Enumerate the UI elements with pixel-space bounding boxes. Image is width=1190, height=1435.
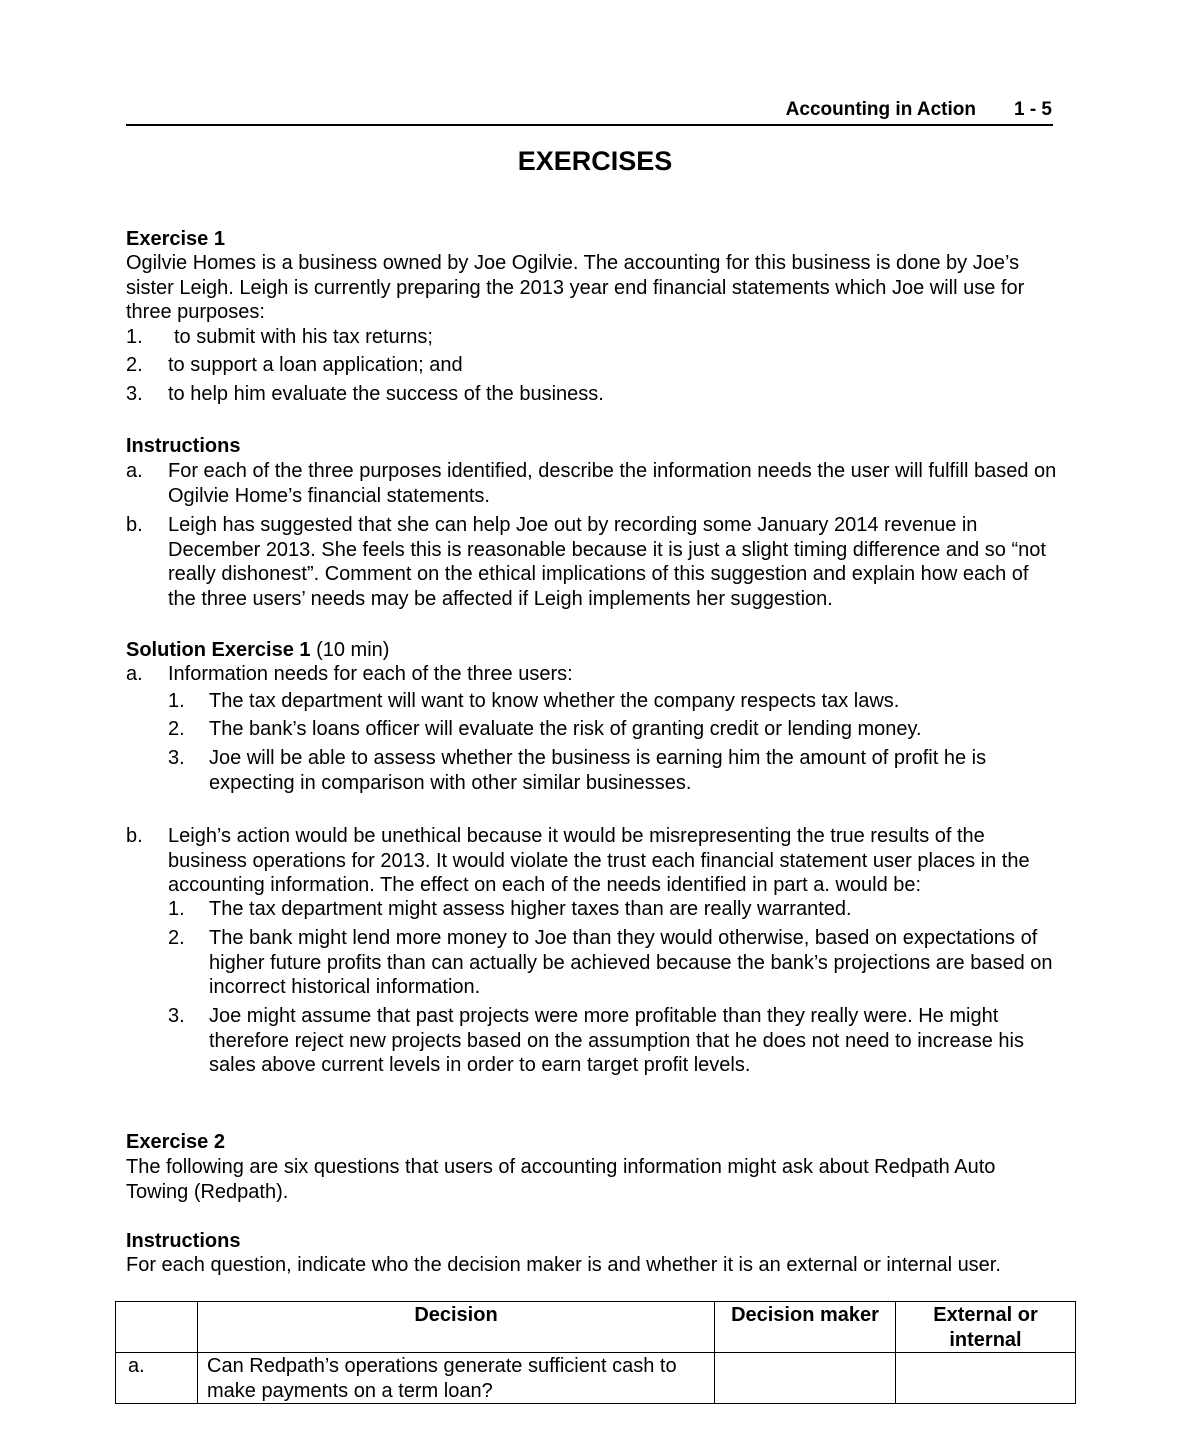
table-header-cell: Decision maker <box>715 1302 896 1353</box>
purpose-text: to help him evaluate the success of the business. <box>168 383 604 405</box>
exercise-2-heading: Exercise 2 <box>126 1131 225 1153</box>
solution-1-heading <box>126 638 1061 663</box>
solution-item-number: 1. <box>168 690 185 712</box>
instruction-text: For each of the three purposes identified, describe the information needs the user will fulfill based on Ogilvie Home’s financial statements. <box>168 460 1057 507</box>
purpose-number: 3. <box>126 383 143 405</box>
exercise-1-intro: Ogilvie Homes is a business owned by Joe Ogilvie. The accounting for this business is done by Joe’s sister Leigh. Leigh is currently preparing the 2013 year end financial statements which Joe will use for three purposes: <box>126 252 1025 323</box>
solution-item-text: Joe might assume that past projects were more profitable than they really were. He might therefore reject new projects based on the assumption that he does not need to increase his sales above current levels in order to earn target profit levels. <box>209 1005 1024 1076</box>
purpose-text: to submit with his tax returns; <box>174 326 433 348</box>
solution-item-number: 2. <box>168 927 185 949</box>
table-cell-letter: a. <box>116 1353 198 1404</box>
table-header-cell: Decision <box>198 1302 715 1353</box>
solution-part-mark: a. <box>126 663 143 685</box>
exercise-2-intro: The following are six questions that users of accounting information might ask about Redpath Auto Towing (Redpath). <box>126 1156 996 1203</box>
instruction-mark: b. <box>126 514 143 536</box>
table-header-cell <box>116 1302 198 1353</box>
exercise-1-instructions-heading: Instructions <box>126 435 241 457</box>
exercise-2-instructions-heading: Instructions <box>126 1230 241 1252</box>
solution-part-text: Leigh’s action would be unethical because it would be misrepresenting the true results of the business operations for 2013. It would violate the trust each financial statement user places in the accounting information. The effect on each of the needs identified in part a. would be: <box>168 825 1030 896</box>
solution-item-number: 3. <box>168 747 185 769</box>
instruction-text: Leigh has suggested that she can help Joe out by recording some January 2014 revenue in December 2013. She feels this is reasonable because it is just a slight timing difference and so “not really dishonest”. Comment on the ethical implications of this suggestion and explain how each of the three users’ needs may be affected if Leigh implements her suggestion. <box>168 514 1046 610</box>
table-row <box>116 1353 1076 1404</box>
running-header <box>126 98 1053 126</box>
solution-item-number: 2. <box>168 718 185 740</box>
solution-item-text: The bank’s loans officer will evaluate the risk of granting credit or lending money. <box>209 718 922 740</box>
solution-item-text: Joe will be able to assess whether the business is earning him the amount of profit he is expecting in comparison with other similar businesses. <box>209 747 987 794</box>
solution-item-number: 3. <box>168 1005 185 1027</box>
purpose-number: 2. <box>126 354 143 376</box>
header-title: Accounting in Action <box>785 99 976 120</box>
solution-part-mark: b. <box>126 825 143 847</box>
decision-table <box>115 1301 1076 1404</box>
table-cell-maker <box>715 1353 896 1404</box>
solution-1-time: (10 min) <box>316 639 390 661</box>
solution-item-text: The tax department will want to know whether the company respects tax laws. <box>209 690 900 712</box>
table-cell-type <box>896 1353 1076 1404</box>
table-cell-decision: Can Redpath’s operations generate sufficient cash to make payments on a term loan? <box>198 1353 715 1404</box>
solution-item-text: The tax department might assess higher taxes than are really warranted. <box>209 898 852 920</box>
page-title: EXERCISES <box>517 146 673 176</box>
exercise-2-instructions-text: For each question, indicate who the decision maker is and whether it is an external or internal user. <box>126 1254 1001 1276</box>
table-header-cell: External or internal <box>896 1302 1076 1353</box>
purpose-number: 1. <box>126 326 143 348</box>
solution-1-title: Solution Exercise 1 <box>126 639 311 661</box>
table-header-row <box>116 1302 1076 1353</box>
exercise-1-heading: Exercise 1 <box>126 228 225 250</box>
header-page-number: 1 - 5 <box>1013 99 1052 120</box>
purpose-text: to support a loan application; and <box>168 354 463 376</box>
instruction-mark: a. <box>126 460 143 482</box>
solution-part-text: Information needs for each of the three users: <box>168 663 573 685</box>
solution-item-number: 1. <box>168 898 185 920</box>
solution-item-text: The bank might lend more money to Joe than they would otherwise, based on expectations of higher future profits than can actually be achieved because the bank’s projections are based on incorrect historical information. <box>209 927 1053 998</box>
